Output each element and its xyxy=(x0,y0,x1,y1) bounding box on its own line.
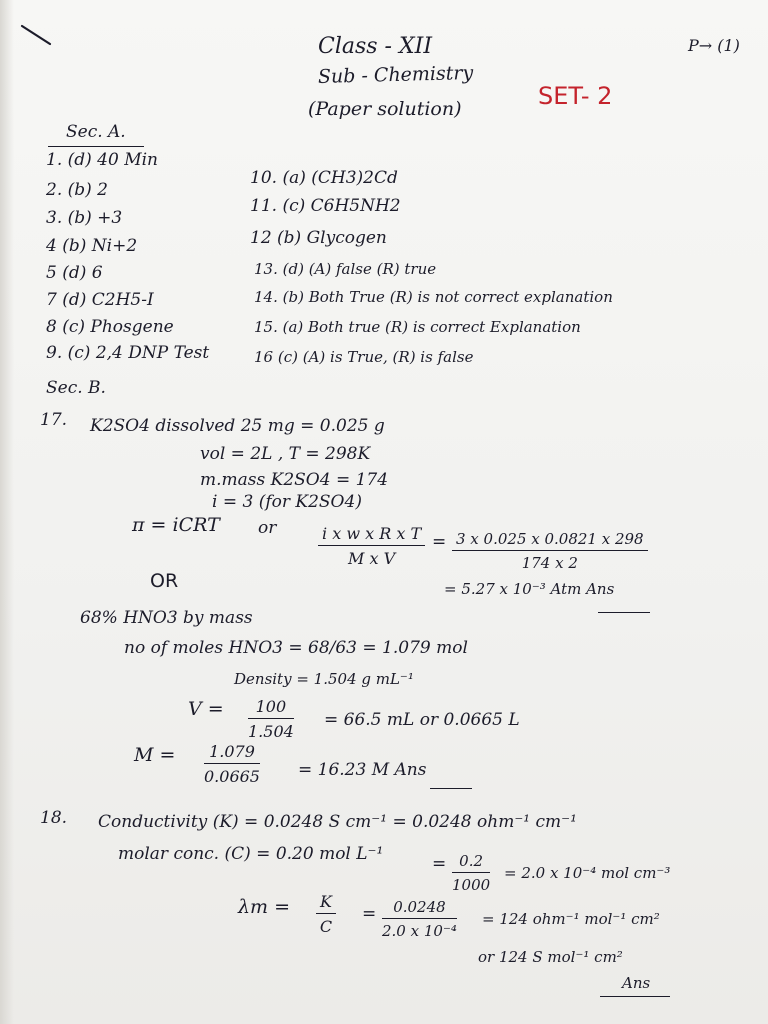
q18-number: 18. xyxy=(40,808,68,828)
q18-lm-equals: = xyxy=(362,904,377,924)
answer-7: 7 (d) C2H5-I xyxy=(46,290,154,310)
section-a-underline xyxy=(48,146,144,147)
q17-given-vant-hoff: i = 3 (for K2SO4) xyxy=(212,492,362,512)
q18-value-denominator: 2.0 x 10⁻⁴ xyxy=(382,922,457,940)
q18-conc-numerator: 0.2 xyxy=(452,852,490,873)
q18-lm-result: = 124 ohm⁻¹ mol⁻¹ cm² xyxy=(482,910,660,928)
class-heading: Class - XII xyxy=(318,34,433,59)
answer-4: 4 (b) Ni+2 xyxy=(46,236,138,256)
alt-molarity-answer-underline xyxy=(430,788,472,789)
q18-value-numerator: 0.0248 xyxy=(382,898,457,919)
alt-hno3-density: Density = 1.504 g mL⁻¹ xyxy=(234,670,414,688)
q17-given-volume-temp: vol = 2L , T = 298K xyxy=(200,444,371,464)
alt-hno3-mass: 68% HNO3 by mass xyxy=(80,608,253,628)
section-b-heading: Sec. B. xyxy=(46,378,106,398)
answer-8: 8 (c) Phosgene xyxy=(46,317,174,337)
set-label: SET- 2 xyxy=(538,82,613,110)
answer-12: 12 (b) Glycogen xyxy=(250,228,387,248)
alt-hno3-moles: no of moles HNO3 = 68/63 = 1.079 mol xyxy=(124,638,468,658)
alt-volume-numerator: 100 xyxy=(248,697,294,719)
alt-volume-result: = 66.5 mL or 0.0665 L xyxy=(324,710,520,730)
alt-volume-denominator: 1.504 xyxy=(248,722,294,741)
q18-conductivity: Conductivity (K) = 0.0248 S cm⁻¹ = 0.0248 ohm⁻¹ cm⁻¹ xyxy=(98,812,577,832)
q17-result: = 5.27 x 10⁻³ Atm Ans xyxy=(444,580,615,598)
q18-answer-underline xyxy=(600,996,670,997)
q18-answer-mark: Ans xyxy=(622,974,651,992)
q17-value-fraction xyxy=(452,530,648,572)
q17-formula-denominator: M x V xyxy=(347,549,396,568)
q17-equals: = xyxy=(432,532,447,552)
q18-c-denominator: C xyxy=(319,917,333,936)
q18-conc-denominator: 1000 xyxy=(452,876,491,894)
q18-molar-conductivity-label: λm = xyxy=(238,896,291,918)
answer-13: 13. (d) (A) false (R) true xyxy=(254,260,437,278)
page-edge-shadow xyxy=(0,0,14,1024)
q18-conc-equals: = xyxy=(432,854,447,874)
or-label: OR xyxy=(150,570,179,592)
alt-molarity-denominator: 0.0665 xyxy=(204,767,260,786)
q18-molar-concentration: molar conc. (C) = 0.20 mol L⁻¹ xyxy=(118,844,384,864)
corner-tick-mark xyxy=(20,22,54,48)
q17-answer-underline xyxy=(598,612,650,613)
q17-formula-fraction xyxy=(318,524,425,568)
answer-3: 3. (b) +3 xyxy=(46,208,123,228)
alt-volume-fraction xyxy=(248,697,294,741)
q18-k-over-c-fraction xyxy=(316,892,336,936)
answer-9: 9. (c) 2,4 DNP Test xyxy=(46,343,210,363)
q18-conc-fraction xyxy=(452,852,490,894)
alt-molarity-fraction xyxy=(204,742,260,786)
section-a-heading: Sec. A. xyxy=(66,122,126,142)
alt-molarity-label: M = xyxy=(134,744,176,766)
answer-1: 1. (d) 40 Min xyxy=(46,150,159,170)
q17-value-numerator: 3 x 0.025 x 0.0821 x 298 xyxy=(452,530,648,551)
q17-value-denominator: 174 x 2 xyxy=(521,554,578,572)
q17-given-mass: K2SO4 dissolved 25 mg = 0.025 g xyxy=(90,416,385,436)
page-number: P→ (1) xyxy=(688,36,740,55)
answer-2: 2. (b) 2 xyxy=(46,180,108,200)
q18-value-fraction xyxy=(382,898,457,940)
q17-formula: π = iCRT xyxy=(132,514,220,536)
q17-formula-numerator: i x w x R x T xyxy=(318,524,425,546)
q17-given-molar-mass: m.mass K2SO4 = 174 xyxy=(200,470,389,490)
alt-molarity-numerator: 1.079 xyxy=(204,742,260,764)
q18-lm-alt-unit: or 124 S mol⁻¹ cm² xyxy=(478,948,623,966)
q17-or-word: or xyxy=(258,518,277,538)
alt-molarity-result: = 16.23 M Ans xyxy=(298,760,427,780)
q18-conc-result: = 2.0 x 10⁻⁴ mol cm⁻³ xyxy=(504,864,671,882)
answer-5: 5 (d) 6 xyxy=(46,263,103,283)
subject-heading: Sub - Chemistry xyxy=(317,61,474,88)
answer-10: 10. (a) (CH3)2Cd xyxy=(250,168,398,188)
alt-volume-label: V = xyxy=(188,698,224,720)
answer-11: 11. (c) C6H5NH2 xyxy=(250,196,401,216)
q18-k-numerator: K xyxy=(316,892,336,914)
answer-15: 15. (a) Both true (R) is correct Explanation xyxy=(254,318,581,336)
paper-solution-heading: (Paper solution) xyxy=(308,98,462,120)
answer-16: 16 (c) (A) is True, (R) is false xyxy=(254,348,474,366)
q17-number: 17. xyxy=(40,410,68,430)
answer-14: 14. (b) Both True (R) is not correct explanation xyxy=(254,288,613,306)
